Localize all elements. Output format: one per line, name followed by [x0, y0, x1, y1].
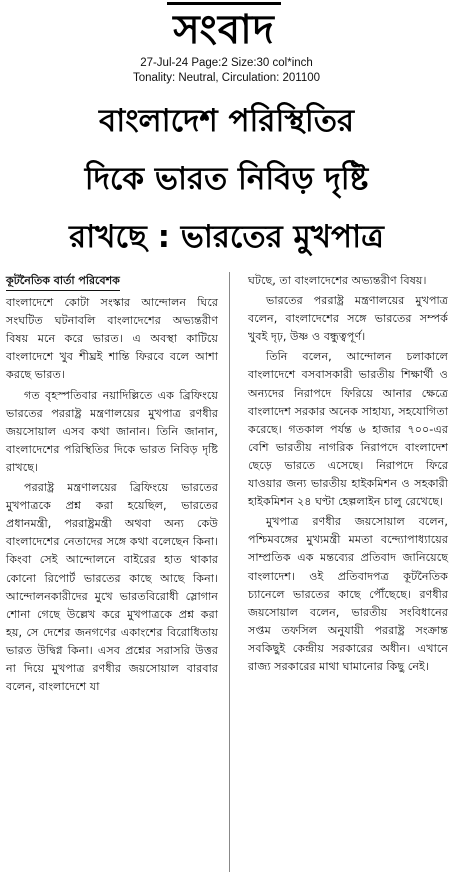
article-column-left — [6, 272, 218, 698]
article-column-right — [248, 272, 448, 678]
article-paragraph: মুখপাত্র রণধীর জয়সোয়াল বলেন, পশ্চিমবঙ্গের মুখ্যমন্ত্রী মমতা বন্দ্যোপাধ্যায়ের সাম্প্রতিক এক মন্তব্যের প্রতিবাদ জানিয়েছে বাংলাদেশ। ওই প্রতিবাদপত্র কূটনৈতিক চ্যানেলে ভারতের কাছে পৌঁছেছে। রণধীর জয়সোয়াল বলেন, ভারতীয় সংবিধানের সপ্তম তফসিল অনুযায়ী পররাষ্ট্র সংক্রান্ত সবকিছুই কেন্দ্রীয় সরকারের অধীন। এখানে রাজ্য সরকারের মাথা ঘামানোর কিছু নেই। — [248, 515, 448, 673]
column-divider — [229, 272, 230, 872]
article-paragraph: বাংলাদেশে কোটা সংস্কার আন্দোলন ঘিরে সংঘটিত ঘটনাবলি বাংলাদেশের অভ্যন্তরীণ বিষয় মনে করে ভারত। এ অবস্থা কাটিয়ে বাংলাদেশে খুব শীঘ্রই শান্তি ফিরবে বলে আশা করছে ভারত। — [6, 296, 218, 382]
article-paragraph: তিনি বলেন, আন্দোলন চলাকালে বাংলাদেশে বসবাসকারী ভারতীয় শিক্ষার্থী ও অন্যদের নিরাপদে ফিরিয়ে আনার ক্ষেত্রে বাংলাদেশ সরকার অনেক সাহায্য, সহযোগিতা করেছে। গতকাল পর্যন্ত ৬ হাজার ৭০০-এর বেশি ভারতীয় নাগরিক নিরাপদে বাংলাদেশ ছেড়ে ভারতে এসেছে। নিরাপদে ফিরে যাওয়ার জন্য ভারতীয় হাইকমিশন ও সহকারী হাইকমিশন ২৪ ঘণ্টা হেল্পলাইন চালু রেখেছে। — [248, 350, 448, 509]
headline-line-1: বাংলাদেশ পরিস্থিতির — [98, 103, 355, 139]
headline-line-3: রাখছে : ভারতের মুখপাত্র — [69, 219, 384, 255]
newspaper-masthead — [88, 2, 360, 54]
article-paragraph: গত বৃহস্পতিবার নয়াদিল্লিতে এক ব্রিফিংয়ে ভারতের পররাষ্ট্র মন্ত্রণালয়ের মুখপাত্র রণধীর জয়সোয়াল এসব কথা জানান। তিনি জানান, বাংলাদেশের পরিস্থিতির দিকে ভারত নিবিড় দৃষ্টি রাখছে। — [6, 388, 218, 474]
article-paragraph: ঘটছে, তা বাংলাদেশের অভ্যন্তরীণ বিষয়। — [248, 274, 427, 287]
clipping-meta-tonality-circulation: Tonality: Neutral, Circulation: 201100 — [132, 72, 321, 84]
newspaper-logo: সংবাদ — [167, 2, 281, 55]
article-kicker: কূটনৈতিক বার্তা পরিবেশক — [6, 272, 120, 291]
clipping-meta-date-page-size: 27-Jul-24 Page:2 Size:30 col*inch — [140, 57, 313, 69]
headline-line-2: দিকে ভারত নিবিড় দৃষ্টি — [84, 161, 369, 197]
article-paragraph: ভারতের পররাষ্ট্র মন্ত্রণালয়ের মুখপাত্র বলেন, বাংলাদেশের সঙ্গে ভারতের সম্পর্ক খুবই দৃঢ়, উষ্ণ ও বন্ধুত্বপূর্ণ। — [248, 294, 448, 344]
article-paragraph: পররাষ্ট্র মন্ত্রণালয়ের ব্রিফিংয়ে ভারতের মুখপাত্রকে প্রশ্ন করা হয়েছিল, ভারতের প্রধানমন্ত্রী, পররাষ্ট্রমন্ত্রী অথবা অন্য কেউ বাংলাদেশের নেতাদের সঙ্গে কথা বলেছেন কিনা। কিংবা সেই আন্দোলনে বাইরের হাত থাকার কোনো রিপোর্ট ভারতের কাছে আছে কিনা। আন্দোলনকারীদের মুখে ভারতবিরোধী স্লোগান শোনা গেছে উল্লেখ করে মুখপাত্রকে প্রশ্ন করা হয়, সে দেশের জনগণের একাংশের বিরোধিতায় ভারত উদ্বিগ্ন কিনা। এসব প্রশ্নের সরাসরি উত্তর না দিয়ে মুখপাত্র রণধীর জয়সোয়াল বারবার বলেন, বাংলাদেশে যা — [6, 481, 218, 694]
article-headline — [8, 92, 445, 266]
